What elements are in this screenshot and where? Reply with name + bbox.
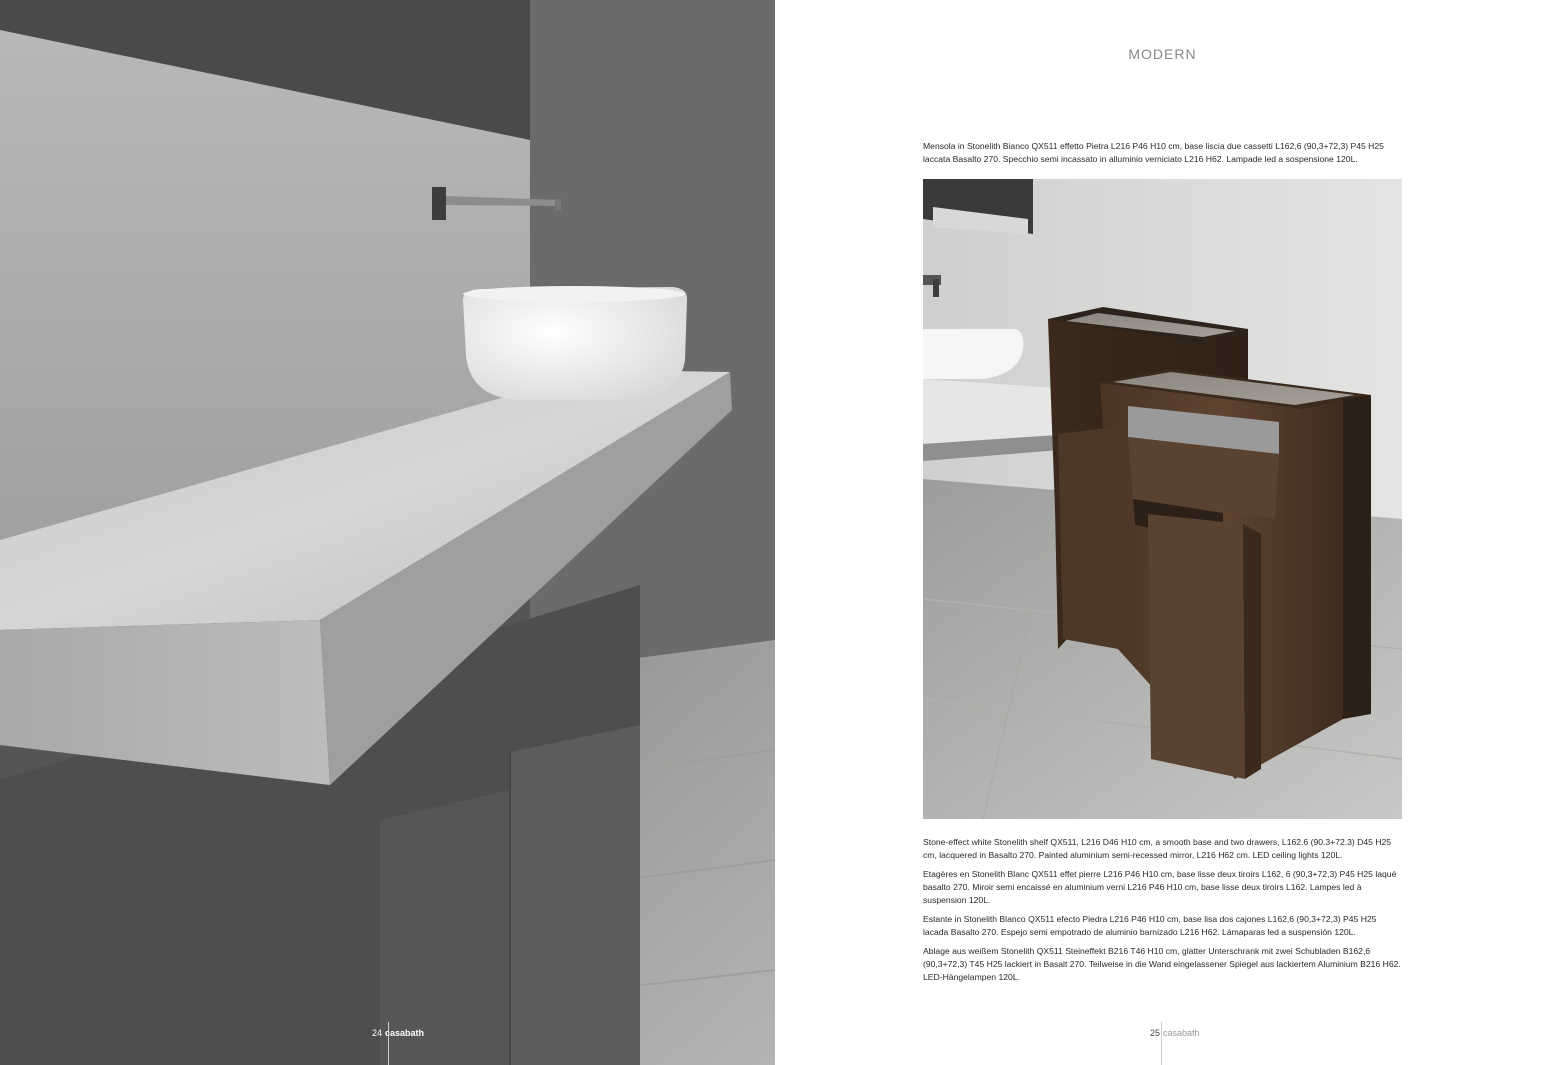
brand-name: casabath <box>1163 1028 1200 1038</box>
captions-translations <box>923 836 1403 990</box>
caption-italian: Mensola in Stonelith Bianco QX511 effetto Pietra L216 P46 H10 cm, base liscia due cassetti L162,6 (90,3+72,3) P45 H25 laccata Basalto 270. Specchio semi incassato in alluminio verniciato L216 H62. Lampade led a sospensione 120L. <box>923 141 1384 164</box>
walnut-drawer-unit-photo <box>923 179 1402 819</box>
page-folio-right <box>1150 1028 1200 1038</box>
brand-name: casabath <box>385 1028 425 1038</box>
section-title: MODERN <box>1128 46 1197 62</box>
caption-french: Etagères en Stonelith Blanc QX511 effet pierre L216 P46 H10 cm, base lisse deux tiroirs L162, 6 (90,3+72,3) P45 H25 laqué basalto 270. Miroir semi encaissé en aluminium verni L216 P46 H10 cm, base lisse deux tiroirs L162. Lampes led à suspension 120L. <box>923 869 1397 905</box>
caption-english: Stone-effect white Stonelith shelf QX511, L216 D46 H10 cm, a smooth base and two drawers, L162.6 (90.3+72.3) D45 H25 cm, lacquered in Basalto 270. Painted aluminium semi-recessed mirror, L216 H62 cm. LED ceiling lights 120L. <box>923 837 1392 860</box>
caption-german: Ablage aus weißem Stonelith QX511 Steineffekt B216 T46 H10 cm, glatter Unterschrank mit zwei Schubladen B162,6 (90,3+72,3) T45 H25 lackiert in Basalt 270. Teilweise in die Wand eingelassener Spiegel aus lackiertem Aluminium B216 H62. LED-Hängelampen 120L. <box>923 946 1401 982</box>
page-number: 24 <box>372 1028 383 1038</box>
right-page <box>775 0 1550 1065</box>
caption-spanish: Estante in Stonelith Blanco QX511 efecto Piedra L216 P46 H10 cm, base lisa dos cajones L162,6 (90,3+72,3) P45 H25 lacada Basalto 270. Espejo semi empotrado de aluminio barnizado L216 H62. Lámaparas led a suspensión 120L. <box>923 914 1377 937</box>
drawer-unit-illustration <box>923 179 1402 819</box>
page-number: 25 <box>1150 1028 1161 1038</box>
page-folio-left <box>372 1028 424 1038</box>
